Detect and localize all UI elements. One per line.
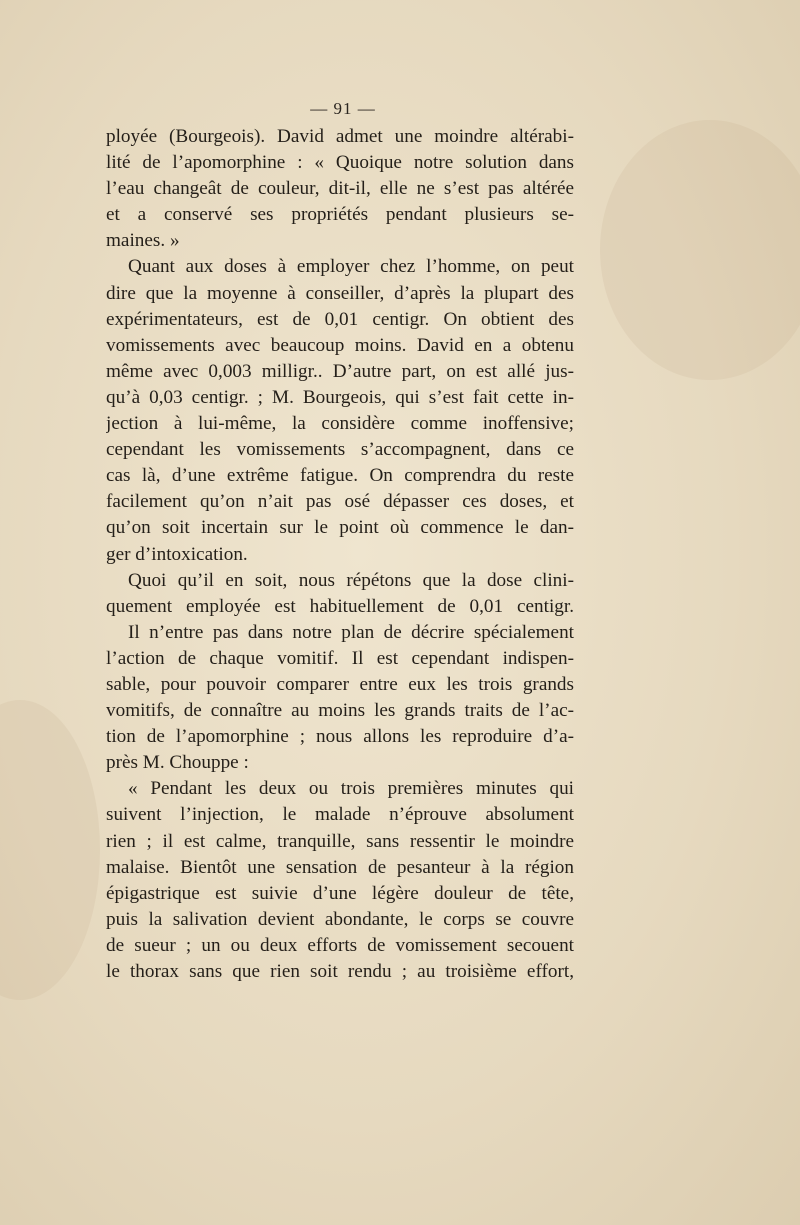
text-line: tion de l’apomorphine ; nous allons les reproduire d’a- xyxy=(106,726,574,748)
body-text xyxy=(106,124,574,985)
text-line: l’eau changeât de couleur, dit-il, elle ne s’est pas altérée xyxy=(106,178,574,200)
text-line: cependant les vomissements s’accompagnent, dans ce xyxy=(106,439,574,461)
text-line: Il n’entre pas dans notre plan de décrire spécialement xyxy=(128,621,574,643)
text-line: même avec 0,003 milligr.. D’autre part, on est allé jus- xyxy=(106,360,574,382)
text-line: vomitifs, de connaître au moins les grands traits de l’ac- xyxy=(106,700,574,722)
text-line: de sueur ; un ou deux efforts de vomissement secouent xyxy=(106,934,574,956)
text-line: suivent l’injection, le malade n’éprouve absolument xyxy=(106,804,574,826)
text-line: qu’on soit incertain sur le point où commence le dan- xyxy=(106,517,574,539)
text-line: ger d’intoxication. xyxy=(106,543,248,565)
text-line: ployée (Bourgeois). David admet une moindre altérabi- xyxy=(106,126,574,147)
text-line: « Pendant les deux ou trois premières minutes qui xyxy=(128,778,574,800)
text-line: sable, pour pouvoir comparer entre eux les trois grands xyxy=(106,673,574,695)
text-line: vomissements avec beaucoup moins. David en a obtenu xyxy=(106,334,574,356)
paper-stain xyxy=(600,120,800,380)
text-line: lité de l’apomorphine : « Quoique notre solution dans xyxy=(106,152,574,174)
text-line: rien ; il est calme, tranquille, sans ressentir le moindre xyxy=(106,830,574,852)
text-line: puis la salivation devient abondante, le corps se couvre xyxy=(106,908,574,930)
page-number: — 91 — xyxy=(310,99,376,118)
text-line: quement employée est habituellement de 0,01 centigr. xyxy=(106,595,574,617)
text-line: dire que la moyenne à conseiller, d’après la plupart des xyxy=(106,282,574,304)
text-line: le thorax sans que rien soit rendu ; au troisième effort, xyxy=(106,961,574,982)
text-line: qu’à 0,03 centigr. ; M. Bourgeois, qui s’est fait cette in- xyxy=(106,386,574,408)
text-line: épigastrique est suivie d’une légère douleur de tête, xyxy=(106,882,574,904)
text-line: l’action de chaque vomitif. Il est cependant indispen- xyxy=(106,647,574,669)
text-line: cas là, d’une extrême fatigue. On comprendra du reste xyxy=(106,465,574,487)
paper-stain xyxy=(0,700,100,1000)
text-line: malaise. Bientôt une sensation de pesanteur à la région xyxy=(106,856,574,878)
text-line: Quoi qu’il en soit, nous répétons que la dose clini- xyxy=(128,569,574,591)
text-line: expérimentateurs, est de 0,01 centigr. On obtient des xyxy=(106,308,574,330)
text-line: maines. » xyxy=(106,230,180,252)
text-line: et a conservé ses propriétés pendant plusieurs se- xyxy=(106,204,574,226)
text-line: Quant aux doses à employer chez l’homme, on peut xyxy=(128,256,574,278)
text-line: jection à lui-même, la considère comme inoffensive; xyxy=(106,413,574,435)
text-line: près M. Chouppe : xyxy=(106,752,249,774)
text-line: facilement qu’on n’ait pas osé dépasser ces doses, et xyxy=(106,491,574,513)
